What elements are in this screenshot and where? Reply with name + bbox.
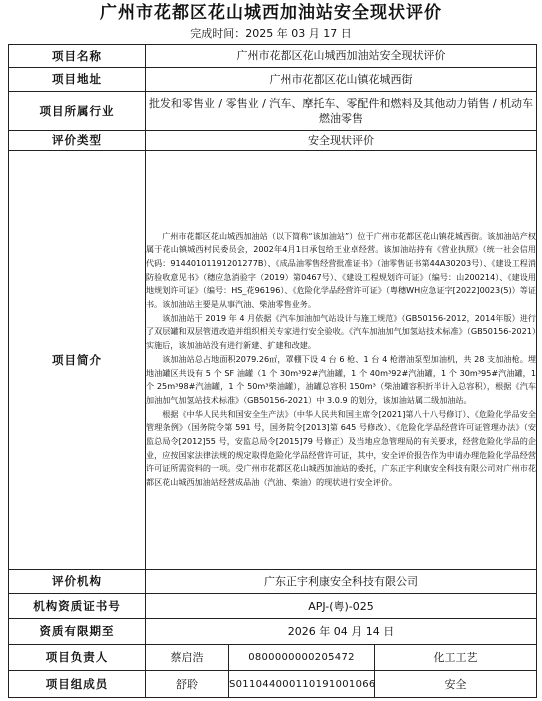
industry-label: 项目所属行业 [9, 92, 146, 131]
leader-label: 项目负责人 [9, 644, 146, 671]
intro-paragraph: 该加油站总占地面积2079.26㎡，罩棚下设 4 台 6 枪、1 台 4 枪潜油泵型加油机，共 28 支加油枪。埋地油罐区共设有 5 个 SF 油罐（1 个 30m³92#汽油罐，1 个 40m³92#汽油罐，1 个 30m³95#汽油罐，1 个 25m³98#汽油罐，1 个 50m³柴油罐），油罐总容积 150m³（柴油罐容积折半计入总容积），根据《汽车加油加气加氢站技术标准》（GB50156-2021）中 3.0.9 的划分，该加油站属二级加油站。 [146, 353, 536, 405]
members-label: 项目组成员 [9, 671, 146, 698]
industry-value: 批发和零售业 / 零售业 / 汽车、摩托车、零配件和燃料及其他动力销售 / 机动车燃油零售 [146, 92, 537, 131]
completion-date-label: 完成时间： [190, 27, 246, 40]
member-cert: S011044000110191001066 [229, 671, 375, 698]
row-eval-type [9, 131, 537, 151]
eval-type-value: 安全现状评价 [146, 131, 537, 151]
row-members [9, 671, 537, 698]
completion-date [0, 26, 542, 42]
leader-name: 蔡启浩 [146, 644, 229, 671]
project-name-value: 广州市花都区花山城西加油站安全现状评价 [146, 45, 537, 68]
row-agency [9, 569, 537, 594]
row-cert-no [9, 594, 537, 619]
member-field: 安全 [375, 671, 537, 698]
project-address-label: 项目地址 [9, 67, 146, 92]
intro-paragraph: 该加油站于 2019 年 4 月依据《汽车加油加气站设计与施工规范》（GB50156-2012，2014年版）进行了双层罐和双层管道改造并组织相关专家进行安全验收。《汽车加油加气加氢站技术标准》（GB50156-2021）实施后，该加油站没有进行新建、扩建和改建。 [146, 312, 536, 351]
leader-cert: 0800000000205472 [229, 644, 375, 671]
row-project-name [9, 45, 537, 68]
row-project-address [9, 67, 537, 92]
cert-no-label: 机构资质证书号 [9, 594, 146, 619]
agency-value: 广东正宇利康安全科技有限公司 [146, 569, 537, 594]
project-address-value: 广州市花都区花山镇花城西街 [146, 67, 537, 92]
leader-field: 化工工艺 [375, 644, 537, 671]
project-name-label: 项目名称 [9, 45, 146, 68]
row-cert-expiry [9, 618, 537, 644]
intro-paragraph: 根据《中华人民共和国安全生产法》（中华人民共和国主席令[2021]第八十八号修订）、《危险化学品安全管理条例》（国务院令第 591 号，国务院令[2013]第 645 号修改）、《危险化学品经营许可证管理办法》（安监总局令[2012]55 号，安监总局令[2015]79 号修正）及当地应急管理局的有关要求，经营危险化学品的企业，应按国家法律法规的规定取得危险化学品经营许可证，其中，安全评价报告作为申请办理危险化学品经营许可证所需资料的一项。受广州市花都区花山城西加油站的委托，广东正宇利康安全科技有限公司对广州市花都区花山城西加油站经营成品油（汽油、柴油）的现状进行安全评价。 [146, 408, 536, 488]
member-name: 舒聆 [146, 671, 229, 698]
info-table [8, 44, 537, 698]
cert-expiry-value: 2026 年 04 月 14 日 [146, 618, 537, 644]
row-industry [9, 92, 537, 131]
row-leader [9, 644, 537, 671]
agency-label: 评价机构 [9, 569, 146, 594]
completion-date-value: 2025 年 03 月 17 日 [245, 27, 352, 40]
row-intro [9, 150, 537, 569]
intro-paragraph: 广州市花都区花山城西加油站（以下简称“该加油站”）位于广州市花都区花山镇花城西街。该加油站产权属于花山镇城西村民委员会，2002年4月1日承包给王业卓经营。该加油站持有《营业执照》（统一社会信用代码：91440101191201277B）、《成品油零售经营批准证书》（油零售证书第44A30203号）、《建设工程消防验收意见书》（穗应急消验字（2019）第0467号）、《建设工程规划许可证》（编号：山200214）、《建设用地规划许可证》（编号：HS_花96196）、《危险化学品经营许可证》（粤穗WH应急证字[2022]0023(5)）等证书。该加油站主要是从事汽油、柴油零售业务。 [146, 230, 536, 310]
document-title: 广州市花都区花山城西加油站安全现状评价 [100, 3, 442, 23]
intro-text [146, 150, 537, 569]
cert-no-value: APJ-(粤)-025 [146, 594, 537, 619]
cert-expiry-label: 资质有限期至 [9, 618, 146, 644]
eval-type-label: 评价类型 [9, 131, 146, 151]
intro-label: 项目简介 [9, 150, 146, 569]
